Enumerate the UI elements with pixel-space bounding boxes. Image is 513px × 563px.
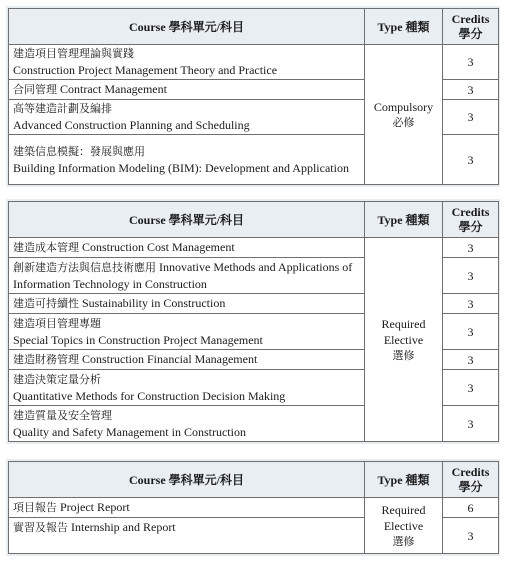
course-cell: 實習及報告 Internship and Report bbox=[9, 518, 365, 554]
credits-cell: 3 bbox=[443, 238, 499, 258]
credits-cell: 3 bbox=[443, 406, 499, 442]
course-column-header: Course 學科單元/科目 bbox=[9, 462, 365, 498]
type-cell: Compulsory 必修 bbox=[365, 45, 443, 185]
credits-column-header: Credits 學分 bbox=[443, 202, 499, 238]
credits-cell: 6 bbox=[443, 498, 499, 518]
course-cell: 建造可持續性 Sustainability in Construction bbox=[9, 294, 365, 314]
table-header-row bbox=[9, 462, 499, 498]
course-cell: 項目報告 Project Report bbox=[9, 498, 365, 518]
type-column-header: Type 種類 bbox=[365, 9, 443, 45]
required-elective-courses-table bbox=[8, 201, 499, 442]
course-cell: 建造財務管理 Construction Financial Management bbox=[9, 350, 365, 370]
course-cell: 建造項目管理專題 Special Topics in Construction Project Management bbox=[9, 314, 365, 350]
course-column-header: Course 學科單元/科目 bbox=[9, 9, 365, 45]
table-row bbox=[9, 238, 499, 258]
credits-cell: 3 bbox=[443, 135, 499, 185]
credits-cell: 3 bbox=[443, 258, 499, 294]
course-cell: 建築信息模擬：發展與應用 Building Information Modeling (BIM): Development and Application bbox=[9, 135, 365, 185]
type-column-header: Type 種類 bbox=[365, 462, 443, 498]
compulsory-courses-table bbox=[8, 8, 499, 185]
credits-cell: 3 bbox=[443, 314, 499, 350]
course-cell: 建造項目管理理論與實踐 Construction Project Management Theory and Practice bbox=[9, 45, 365, 80]
credits-cell: 3 bbox=[443, 294, 499, 314]
table-header-row bbox=[9, 9, 499, 45]
course-cell: 創新建造方法與信息技術應用 Innovative Methods and Applications of Information Technology in Construction bbox=[9, 258, 365, 294]
credits-column-header: Credits 學分 bbox=[443, 9, 499, 45]
table-row bbox=[9, 45, 499, 80]
course-cell: 高等建造計劃及編排 Advanced Construction Planning and Scheduling bbox=[9, 100, 365, 135]
type-column-header: Type 種類 bbox=[365, 202, 443, 238]
course-cell: 建造質量及安全管理 Quality and Safety Management in Construction bbox=[9, 406, 365, 442]
credits-column-header: Credits 學分 bbox=[443, 462, 499, 498]
credits-cell: 3 bbox=[443, 370, 499, 406]
credits-cell: 3 bbox=[443, 350, 499, 370]
required-elective-courses-panel bbox=[6, 199, 500, 444]
course-cell: 建造決策定量分析 Quantitative Methods for Construction Decision Making bbox=[9, 370, 365, 406]
credits-cell: 3 bbox=[443, 80, 499, 100]
credits-cell: 3 bbox=[443, 518, 499, 554]
table-header-row bbox=[9, 202, 499, 238]
compulsory-courses-panel bbox=[6, 6, 500, 187]
project-courses-table bbox=[8, 461, 499, 554]
project-courses-panel bbox=[6, 459, 500, 556]
credits-cell: 3 bbox=[443, 45, 499, 80]
table-row bbox=[9, 498, 499, 518]
course-column-header: Course 學科單元/科目 bbox=[9, 202, 365, 238]
type-cell: Required Elective 選修 bbox=[365, 498, 443, 554]
course-cell: 合同管理 Contract Management bbox=[9, 80, 365, 100]
type-cell: Required Elective 選修 bbox=[365, 238, 443, 442]
credits-cell: 3 bbox=[443, 100, 499, 135]
course-cell: 建造成本管理 Construction Cost Management bbox=[9, 238, 365, 258]
